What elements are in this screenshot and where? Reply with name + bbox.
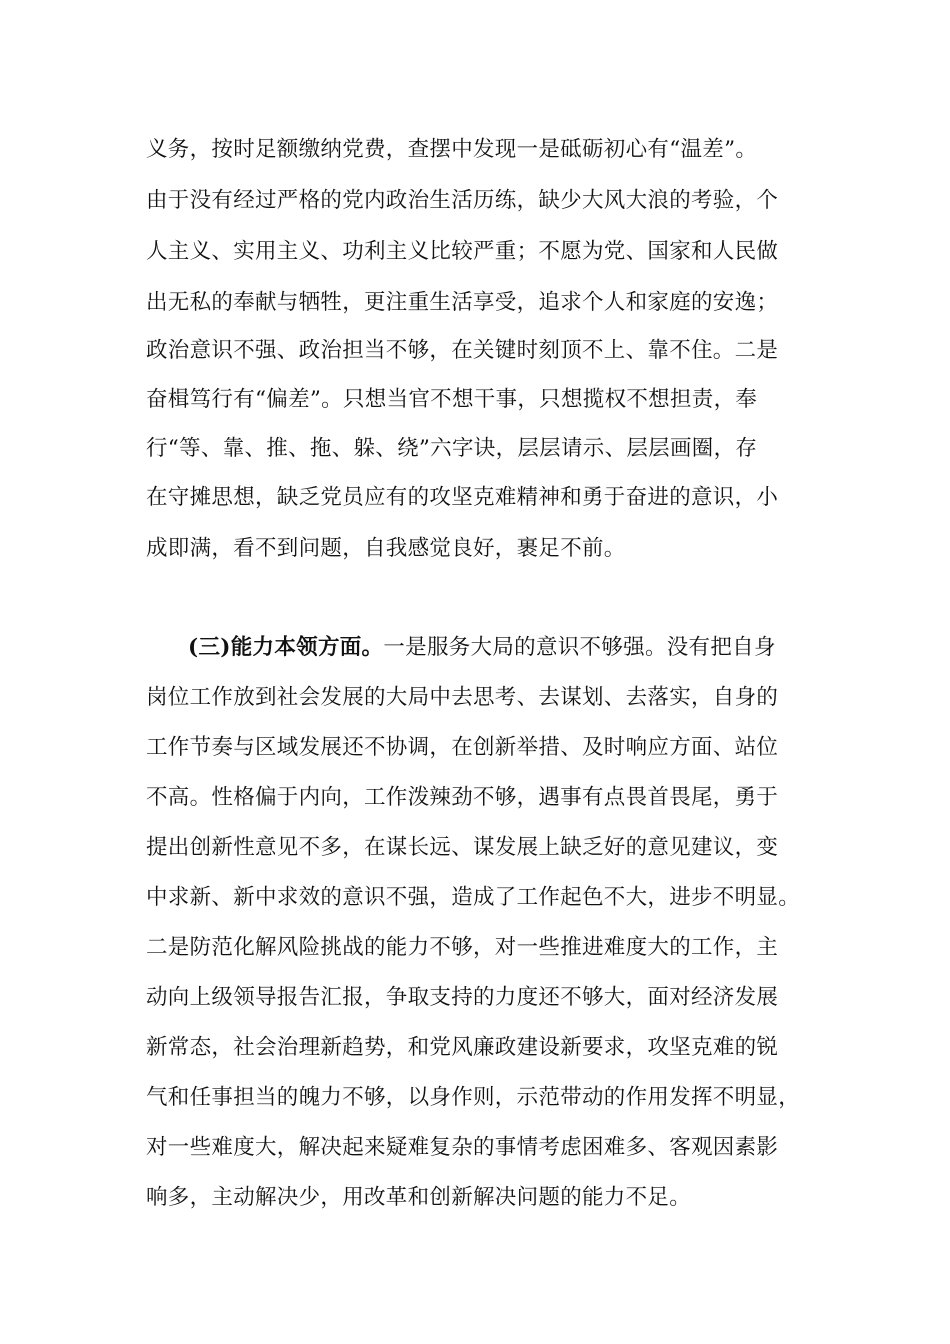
text-line: 由于没有经过严格的党内政治生活历练，缺少大风大浪的考验，个 — [146, 188, 779, 213]
text-line: 提出创新性意见不多，在谋长远、谋发展上缺乏好的意见建议，变 — [146, 835, 779, 860]
text-line: 二是防范化解风险挑战的能力不够，对一些推进难度大的工作，主 — [146, 935, 779, 960]
text-line: 中求新、新中求效的意识不强，造成了工作起色不大，进步不明显。 — [146, 885, 801, 910]
text-line: 成即满，看不到问题，自我感觉良好，裹足不前。 — [146, 536, 626, 561]
text-line: 气和任事担当的魄力不够，以身作则，示范带动的作用发挥不明显， — [146, 1085, 801, 1110]
text-line: 不高。性格偏于内向，工作泼辣劲不够，遇事有点畏首畏尾，勇于 — [146, 785, 779, 810]
text-line: 新常态，社会治理新趋势，和党风廉政建设新要求，攻坚克难的锐 — [146, 1035, 779, 1060]
text-line: 对一些难度大，解决起来疑难复杂的事情考虑困难多、客观因素影 — [146, 1135, 779, 1160]
text-line: 行“等、靠、推、拖、躲、绕”六字诀，层层请示、层层画圈，存 — [146, 436, 758, 461]
text-line: 在守摊思想，缺乏党员应有的攻坚克难精神和勇于奋进的意识，小 — [146, 485, 779, 510]
section-heading: (三)能力本领方面。 — [188, 635, 384, 660]
text-line-first — [188, 631, 836, 665]
text-line: 政治意识不强、政治担当不够，在关键时刻顶不上、靠不住。二是 — [146, 338, 779, 363]
text-line: 响多，主动解决少，用改革和创新解决问题的能力不足。 — [146, 1185, 692, 1210]
text-line: 工作节奏与区域发展还不协调，在创新举措、及时响应方面、站位 — [146, 735, 779, 760]
text-line: 奋楫笃行有“偏差”。只想当官不想干事，只想揽权不想担责，奉 — [146, 387, 758, 412]
text-line: 义务，按时足额缴纳党费，查摆中发现一是砥砺初心有“温差”。 — [146, 137, 758, 162]
text-line: 动向上级领导报告汇报，争取支持的力度还不够大，面对经济发展 — [146, 985, 779, 1010]
text-line: 岗位工作放到社会发展的大局中去思考、去谋划、去落实，自身的 — [146, 685, 779, 710]
text-line: 人主义、实用主义、功利主义比较严重；不愿为党、国家和人民做 — [146, 239, 779, 264]
first-line-text: 一是服务大局的意识不够强。没有把自身 — [383, 635, 776, 660]
text-line: 出无私的奉献与牺牲，更注重生活享受，追求个人和家庭的安逸； — [146, 290, 779, 315]
